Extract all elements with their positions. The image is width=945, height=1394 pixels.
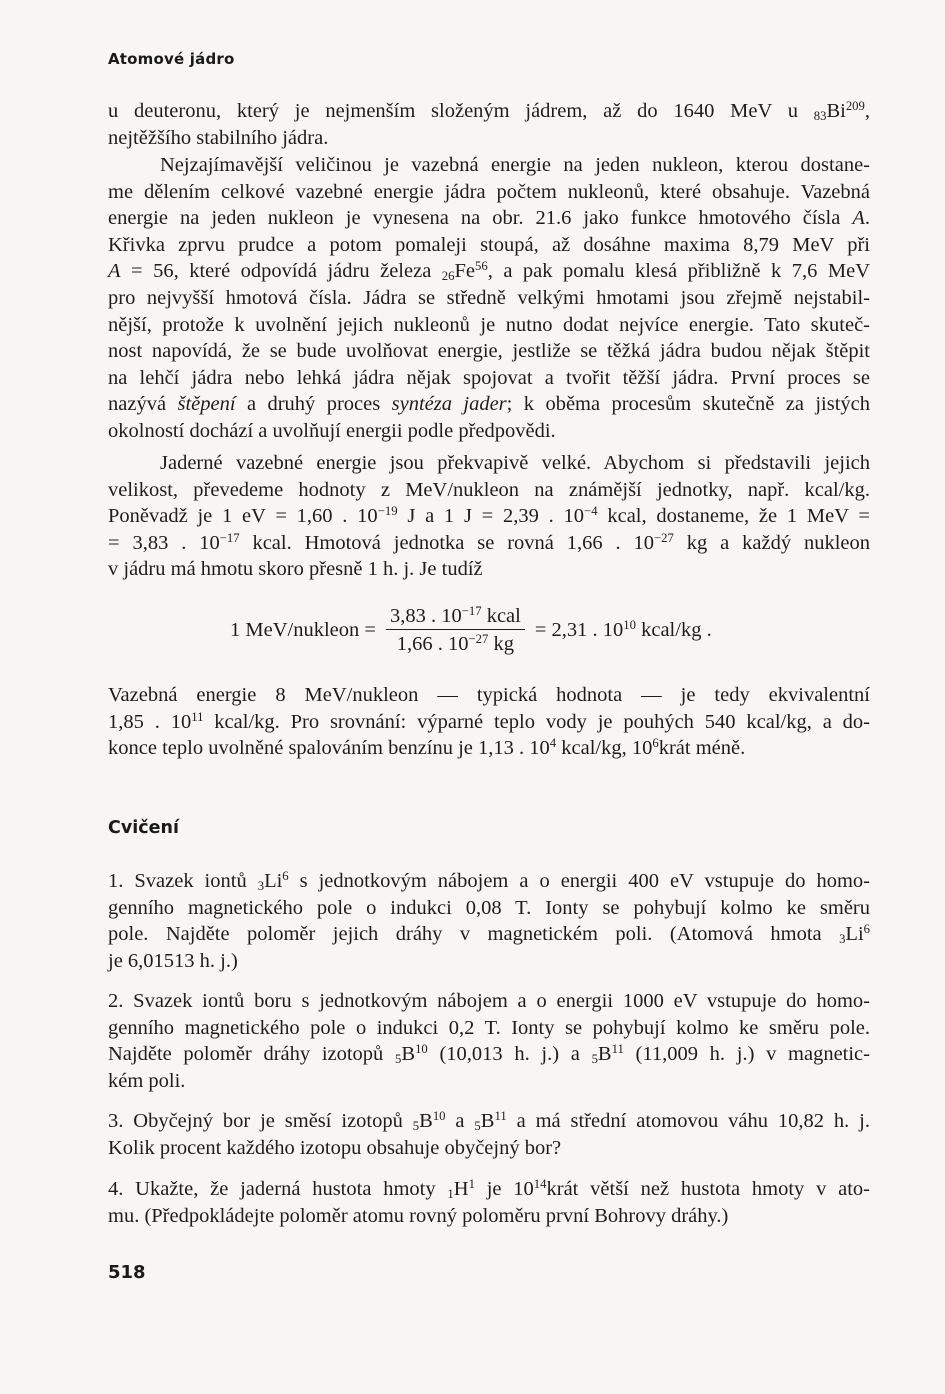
text-line: Jaderné vazebné energie jsou překvapivě velké. Abychom si představili jejich [160, 452, 870, 474]
text-line: mu. (Předpokládejte poloměr atomu rovný poloměru první Bohrovy dráhy.) [108, 1204, 729, 1227]
equation-lhs: 1 MeV/nukleon = [230, 618, 376, 641]
text-line: okolností dochází a uvolňují energii podle předpovědi. [108, 419, 556, 442]
text-line: me dělením celkové vazebné energie jádra počtem nukleonů, které obsahuje. Vazebná [108, 180, 870, 203]
exercise-1 [108, 868, 870, 974]
exercise-2 [108, 988, 870, 1094]
section-title: Cvičení [108, 818, 179, 838]
text-line: = 3,83 . $10^{-17}$ kcal. Hmotová jednotka se rovná 1,66 . $10^{-27}$ kg a každý nukleon [108, 530, 870, 554]
equation-rhs: = 2,31 . $10^{10}$ kcal/kg . [534, 617, 712, 641]
text-line: velikost, převedeme hodnoty z MeV/nukleon na známější jednotky, např. kcal/kg. [108, 478, 870, 501]
text-line: A = 56, které odpovídá jádru železa $_{26}Fe^{56}$, a pak pomalu klesá přibližně k 7,6 MeV [108, 259, 870, 284]
paragraph-comparison [108, 682, 870, 762]
text-line: v jádru má hmotu skoro přesně 1 h. j. Je tudíž [108, 558, 483, 581]
fraction-denominator: 1,66 . $10^{-27}$ kg [396, 631, 515, 655]
text-line: 3. Obyčejný bor je směsí izotopů $_5B^{10}$ a $_5B^{11}$ a má střední atomovou váhu 10,82 h. j. [108, 1109, 870, 1134]
text-line: nější, protože k uvolnění jejich nukleonů je nutno dodat nejvíce energie. Tato skuteč- [108, 313, 870, 336]
text-line: 4. Ukažte, že jaderná hustota hmoty $_1H^1$ je $10^{14}krát$ větší než hustota hmoty v ato- [108, 1177, 870, 1202]
text-line: Kolik procent každého izotopu obsahuje obyčejný bor? [108, 1136, 562, 1159]
text-line: nost napovídá, že se bude uvolňovat energie, jestliže se těžká jádra budou nějak štěpit [108, 340, 870, 363]
text-line: kém poli. [108, 1069, 186, 1092]
text-line: Nejzajímavější veličinou je vazebná energie na jeden nukleon, kterou dostane- [160, 154, 870, 176]
text-line: 1,85 . $10^{11}$ kcal/kg. Pro srovnání: výparné teplo vody je pouhých 540 kcal/kg, a do- [108, 709, 870, 733]
exercise-4 [108, 1176, 870, 1229]
fraction-numerator: 3,83 . $10^{-17}$ kcal [386, 603, 525, 630]
text-line: je 6,01513 h. j.) [108, 949, 238, 972]
text-line: energie na jeden nukleon je vynesena na obr. 21.6 jako funkce hmotového čísla A. [108, 207, 870, 230]
paragraph-binding-energy [108, 152, 870, 445]
text-line: nejtěžšího stabilního jádra. [108, 126, 329, 149]
page-number: 518 [108, 1262, 146, 1283]
paragraph-magnitude [108, 450, 870, 583]
text-line: pole. Najděte poloměr jejich dráhy v magnetickém poli. (Atomová hmota $_3Li^6$ [108, 922, 870, 947]
text-line: Vazebná energie 8 MeV/nukleon — typická hodnota — je tedy ekvivalentní [108, 684, 870, 706]
running-header: Atomové jádro [108, 50, 235, 68]
text-line: konce teplo uvolněné spalováním benzínu je 1,13 . $10^4$ kcal/kg, $10^6krát$ méně. [108, 736, 746, 760]
equation-fraction [386, 603, 525, 658]
text-line: Křivka zprvu prudce a potom pomaleji stoupá, až dosáhne maxima 8,79 MeV při [108, 233, 870, 256]
text-line: nazývá štěpení a druhý proces syntéza jader; k oběma procesům skutečně za jistých [108, 393, 871, 416]
text-line: genního magnetického pole o indukci 0,08 T. Ionty se pohybují kolmo ke směru [108, 896, 870, 919]
text-line: Najděte poloměr dráhy izotopů $_5B^{10}$ (10,013 h. j.) a $_5B^{11}$ (11,009 h. j.) v magnetic- [108, 1042, 870, 1067]
text-line: pro nejvyšší hmotová čísla. Jádra se středně velkými hmotami jsou zřejmě nejstabil- [108, 286, 870, 309]
exercise-3 [108, 1108, 870, 1161]
paragraph-continuation [108, 98, 870, 151]
display-equation [230, 600, 712, 660]
text-line: Poněvadž je 1 eV = 1,60 . $10^{-19}$ J a 1 J = 2,39 . $10^{-4}$ kcal, dostaneme, že 1 MeV = [108, 504, 870, 528]
text-line: 2. Svazek iontů boru s jednotkovým nábojem a o energii 1000 eV vstupuje do homo- [108, 990, 870, 1012]
text-line: u deuteronu, který je nejmenším složeným jádrem, až do 1640 MeV u $_{83}Bi^{209}$, [108, 99, 870, 124]
text-line: 1. Svazek iontů $_3Li^6$ s jednotkovým nábojem a o energii 400 eV vstupuje do homo- [108, 869, 870, 894]
text-line: genního magnetického pole o indukci 0,2 T. Ionty se pohybují kolmo ke směru pole. [108, 1016, 870, 1039]
text-line: na lehčí jádra nebo lehká jádra nějak spojovat a tvořit těžší jádra. První proces se [108, 366, 870, 389]
